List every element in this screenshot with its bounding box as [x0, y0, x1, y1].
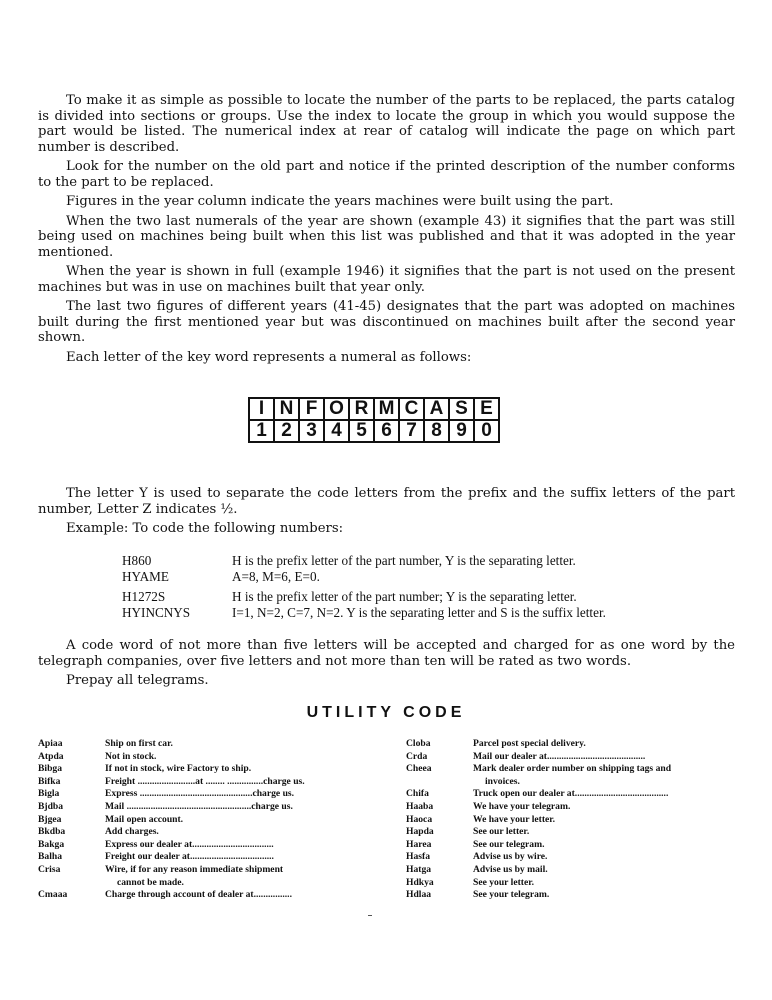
code-meaning: We have your letter.: [473, 813, 556, 825]
intro-section: [38, 93, 735, 369]
example-code: HYINCNYS: [122, 605, 191, 620]
key-letter: S: [449, 398, 474, 420]
code-entry: [406, 763, 736, 788]
key-letter: O: [324, 398, 349, 420]
code-entry: [38, 814, 344, 827]
code-meaning: We have your telegram.: [473, 800, 571, 812]
code-meaning: Freight our dealer at...................................: [105, 851, 274, 863]
code-entry: [38, 851, 344, 864]
code-word: Bjgea: [38, 813, 62, 825]
code-meaning-wrapped: [473, 763, 736, 788]
code-entry: [406, 864, 736, 877]
code-word: Hasfa: [406, 851, 430, 863]
key-letter: A: [424, 398, 449, 420]
code-entry: [406, 877, 736, 890]
code-entry: [38, 738, 344, 751]
example-desc: H is the prefix letter of the part number; Y is the separating letter.: [232, 589, 577, 604]
code-entry: [38, 788, 344, 801]
code-meaning: Freight ........................at ........ ...............charge us.: [105, 775, 305, 787]
code-meaning: Wire, if for any reason immediate shipment: [105, 863, 284, 875]
code-word: Balha: [38, 851, 62, 863]
example-row: [122, 605, 732, 621]
key-letter: F: [299, 398, 324, 420]
code-word: Bkdba: [38, 826, 66, 838]
code-meaning: Advise us by mail.: [473, 863, 548, 875]
code-meaning-wrapped: [105, 864, 344, 889]
key-numeral: 2: [274, 420, 299, 442]
code-entry: [406, 738, 736, 751]
intro-paragraph: The last two figures of different years (41-45) designates that the part was adopted on machines built during the first mentioned year but was discontinued on machines built after the second year shown.: [38, 299, 735, 345]
key-letter: N: [274, 398, 299, 420]
code-word: Hdkya: [406, 876, 434, 888]
key-letter: M: [374, 398, 399, 420]
code-meaning: Charge through account of dealer at................: [105, 889, 292, 901]
code-entry: [406, 788, 736, 801]
example-row: [122, 569, 732, 585]
key-numeral: 4: [324, 420, 349, 442]
intro-paragraph: When the year is shown in full (example 1946) it signifies that the part is not used on the present machines but was in use on machines built that year only.: [38, 264, 735, 295]
code-meaning: See your letter.: [473, 876, 535, 888]
code-entry: [38, 776, 344, 789]
separator-section: [38, 486, 735, 541]
code-meaning: Add charges.: [105, 826, 159, 838]
code-meaning: If not in stock, wire Factory to ship.: [105, 763, 252, 775]
telegraph-paragraph: A code word of not more than five letters will be accepted and charged for as one word by the telegraph companies, over five letters and not more than ten will be rated as two words.: [38, 638, 735, 669]
code-word: Bifka: [38, 775, 61, 787]
key-numeral: 5: [349, 420, 374, 442]
code-entry: [406, 801, 736, 814]
example-code: H860: [122, 553, 152, 568]
key-letter: E: [474, 398, 499, 420]
intro-paragraph: To make it as simple as possible to locate the number of the parts to be replaced, the parts catalog is divided into sections or groups. Use the index to locate the group in which you would suppose the part would be listed. The numerical index at rear of catalog will indicate the page on which part number is described.: [38, 93, 735, 155]
code-word: Haoca: [406, 813, 433, 825]
key-numeral: 3: [299, 420, 324, 442]
code-entry: [38, 826, 344, 839]
code-meaning-cont: cannot be made.: [117, 876, 184, 888]
code-meaning: Not in stock.: [105, 750, 157, 762]
intro-paragraph: When the two last numerals of the year are shown (example 43) it signifies that the part was still being used on machines being built when this list was published and that it was adopted in the year mentioned.: [38, 213, 735, 260]
code-meaning: Mail our dealer at.........................................: [473, 750, 646, 762]
code-entry: [406, 814, 736, 827]
code-word: Bigla: [38, 788, 60, 800]
key-letter: I: [249, 398, 274, 420]
code-entry: [38, 801, 344, 814]
code-word: Hapda: [406, 826, 434, 838]
code-word: Apiaa: [38, 738, 63, 749]
divider-mark: [368, 915, 372, 916]
key-word-table: [248, 397, 500, 443]
code-word: Cheea: [406, 763, 432, 775]
example-desc: A=8, M=6, E=0.: [232, 569, 320, 584]
code-word: Crisa: [38, 863, 61, 875]
code-word: Bjdba: [38, 800, 64, 812]
code-meaning-cont: invoices.: [485, 775, 520, 787]
code-entry: [38, 889, 344, 902]
example-code: HYAME: [122, 569, 169, 584]
example-code: H1272S: [122, 589, 166, 604]
code-meaning: Ship on first car.: [105, 738, 173, 749]
code-meaning: Express ...............................................charge us.: [105, 788, 295, 800]
key-numeral: 0: [474, 420, 499, 442]
example-desc: I=1, N=2, C=7, N=2. Y is the separating letter and S is the suffix letter.: [232, 605, 606, 620]
code-word: Bibga: [38, 763, 62, 775]
code-word: Haaba: [406, 800, 434, 812]
code-meaning: Mail open account.: [105, 813, 184, 825]
code-meaning: Truck open our dealer at.......................................: [473, 788, 669, 800]
code-word: Chifa: [406, 788, 429, 800]
key-letters-row: [249, 398, 499, 420]
intro-paragraph: Figures in the year column indicate the years machines were built using the part.: [66, 194, 614, 209]
separator-paragraph: The letter Y is used to separate the code letters from the prefix and the suffix letters of the part number, Letter Z indicates ½.: [38, 486, 735, 517]
code-entry: [406, 851, 736, 864]
example-row: [122, 553, 732, 569]
prepay-note: Prepay all telegrams.: [66, 673, 209, 688]
key-numerals-row: [249, 420, 499, 442]
key-numeral: 6: [374, 420, 399, 442]
intro-paragraph: Look for the number on the old part and notice if the printed description of the number conforms to the part to be replaced.: [38, 159, 735, 190]
code-word: Crda: [406, 750, 428, 762]
code-meaning: Express our dealer at..................................: [105, 838, 274, 850]
code-entry: [406, 889, 736, 902]
code-word: Cloba: [406, 738, 431, 749]
code-entry: [406, 826, 736, 839]
utility-code-heading: UTILITY CODE: [306, 704, 466, 721]
code-word: Harea: [406, 838, 432, 850]
code-word: Bakga: [38, 838, 65, 850]
key-letter: C: [399, 398, 424, 420]
code-word: Cmaaa: [38, 889, 68, 901]
code-meaning: See your telegram.: [473, 889, 550, 901]
code-word: Hdlaa: [406, 889, 432, 901]
code-word: Hatga: [406, 863, 432, 875]
code-entry: [406, 839, 736, 852]
code-entry: [38, 763, 344, 776]
code-word: Atpda: [38, 750, 64, 762]
code-list-left: [38, 738, 344, 902]
code-meaning: Parcel post special delivery.: [473, 738, 586, 749]
code-meaning: See our letter.: [473, 826, 530, 838]
code-entry: [38, 839, 344, 852]
key-numeral: 7: [399, 420, 424, 442]
code-meaning: Advise us by wire.: [473, 851, 548, 863]
example-row: [122, 589, 732, 605]
example-desc: H is the prefix letter of the part number, Y is the separating letter.: [232, 553, 576, 568]
examples-block: [122, 553, 732, 621]
code-list-right: [406, 738, 736, 902]
key-letter: R: [349, 398, 374, 420]
code-meaning: Mail ....................................................charge us.: [105, 800, 293, 812]
telegraph-section: [38, 638, 735, 693]
intro-paragraph: Each letter of the key word represents a numeral as follows:: [66, 349, 472, 365]
key-numeral: 9: [449, 420, 474, 442]
code-meaning: See our telegram.: [473, 838, 545, 850]
code-entry: [406, 751, 736, 764]
code-entry: [38, 751, 344, 764]
key-numeral: 8: [424, 420, 449, 442]
key-numeral: 1: [249, 420, 274, 442]
code-entry: [38, 864, 344, 889]
example-intro: Example: To code the following numbers:: [66, 521, 344, 536]
code-meaning: Mark dealer order number on shipping tags and: [473, 763, 672, 775]
